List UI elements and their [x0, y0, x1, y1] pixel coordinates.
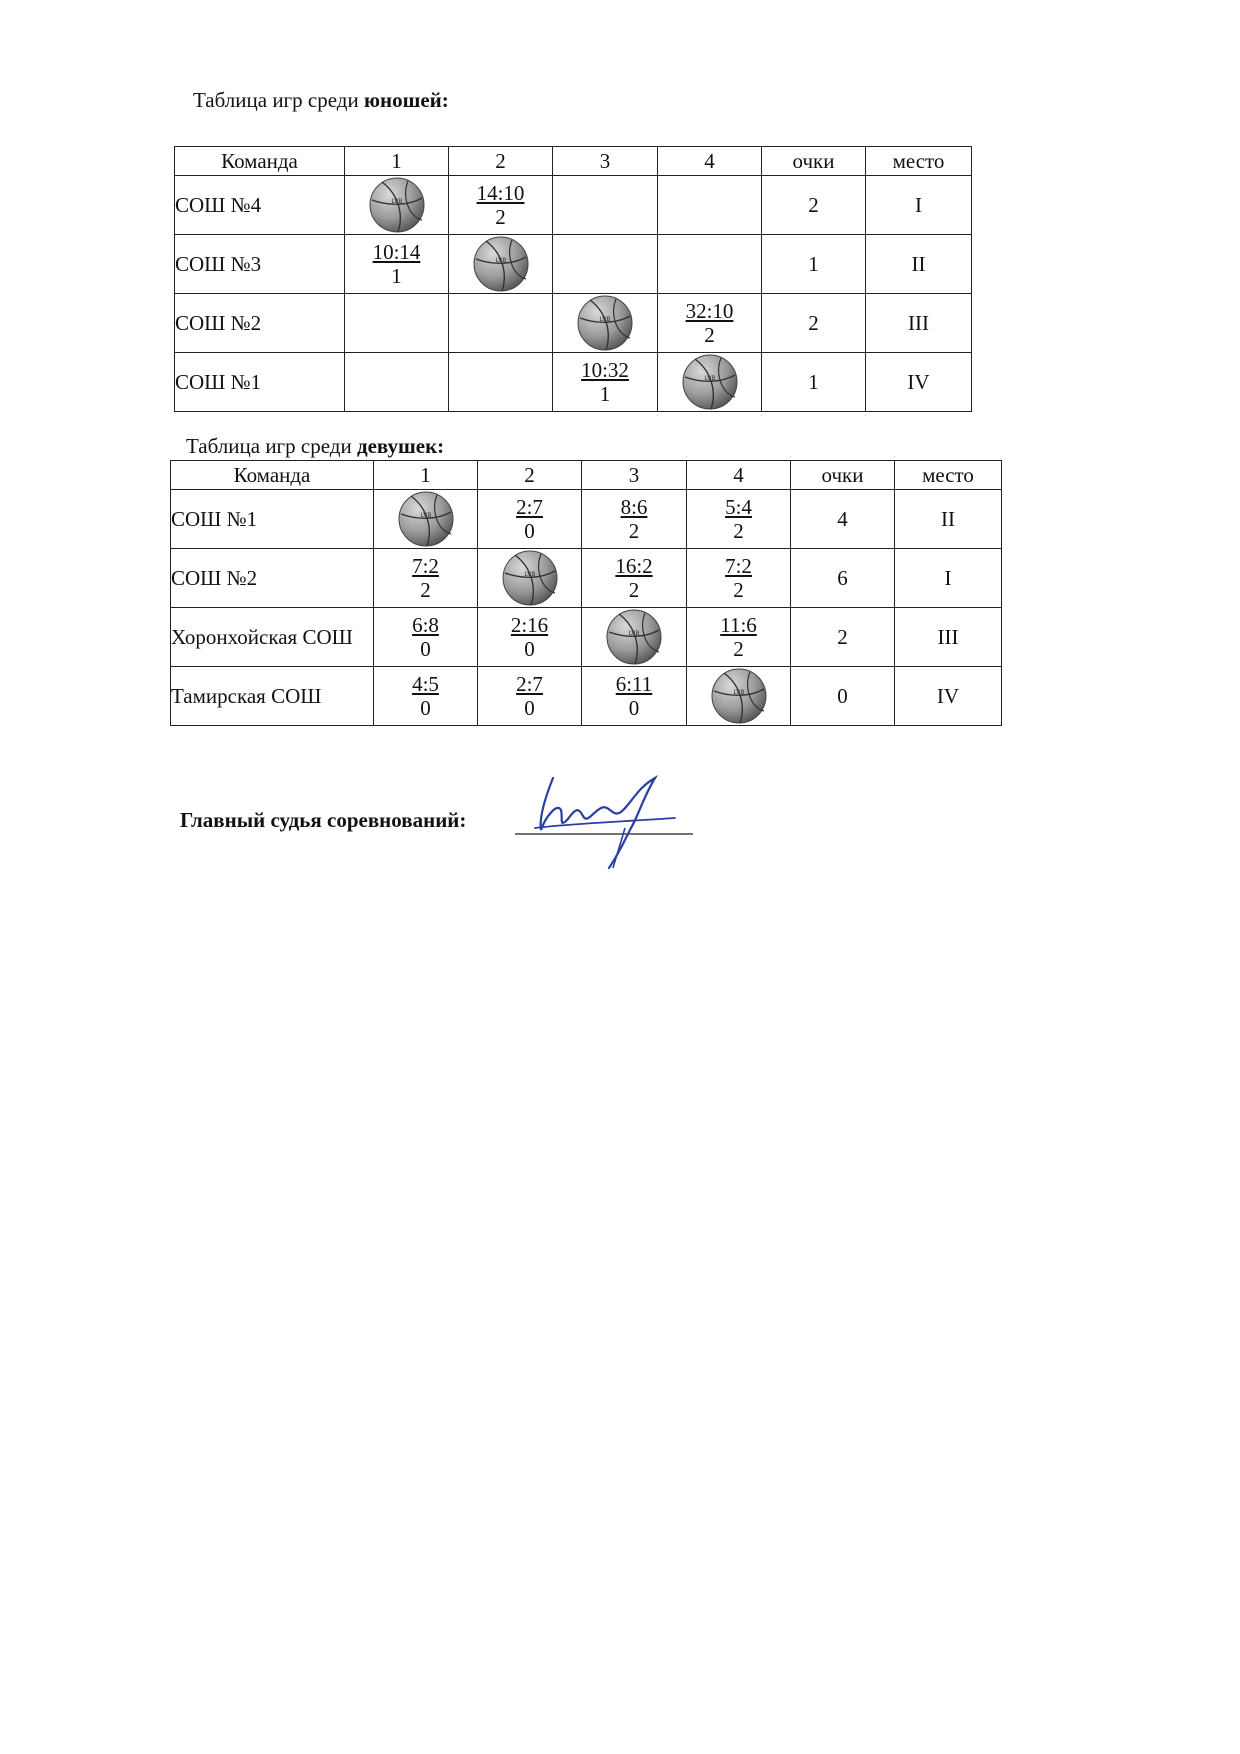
match-result-cell — [687, 608, 791, 667]
empty-cell — [449, 353, 553, 412]
total-points: 6 — [791, 549, 895, 608]
match-score: 14:10 — [476, 180, 525, 205]
match-points: 0 — [524, 518, 535, 543]
match-result-cell — [374, 608, 478, 667]
total-points: 2 — [762, 294, 866, 353]
girls-standings-table — [170, 460, 1002, 726]
match-result-cell — [374, 549, 478, 608]
match-result — [412, 554, 439, 602]
col-header-points: очки — [762, 147, 866, 176]
final-place: IV — [866, 353, 972, 412]
match-result-cell — [658, 294, 762, 353]
svg-text:LVB: LVB — [628, 630, 640, 637]
svg-text:LVB: LVB — [420, 512, 431, 519]
empty-cell — [345, 353, 449, 412]
match-result — [725, 495, 752, 543]
self-match-cell — [687, 667, 791, 726]
table-row — [171, 549, 1002, 608]
match-points: 2 — [733, 518, 744, 543]
match-result — [616, 672, 653, 720]
match-score: 2:7 — [516, 671, 543, 696]
basketball-icon — [576, 294, 634, 352]
col-header-team: Команда — [171, 461, 374, 490]
match-score: 7:2 — [725, 553, 752, 578]
col-header-opponent-2: 2 — [478, 461, 582, 490]
match-score: 6:8 — [412, 612, 439, 637]
match-result — [621, 495, 648, 543]
table-row — [175, 353, 972, 412]
col-header-points: очки — [791, 461, 895, 490]
match-points: 0 — [628, 695, 640, 720]
match-points: 2 — [628, 518, 640, 543]
match-points: 2 — [733, 636, 744, 661]
basketball-icon — [472, 235, 530, 293]
col-header-opponent-1: 1 — [345, 147, 449, 176]
empty-cell — [553, 176, 658, 235]
table-row — [171, 667, 1002, 726]
basketball-icon — [368, 176, 426, 234]
chief-judge-label: Главный судья соревнований: — [180, 808, 467, 832]
col-header-opponent-2: 2 — [449, 147, 553, 176]
match-points: 1 — [599, 381, 611, 406]
match-score: 32:10 — [685, 298, 734, 323]
match-result — [686, 299, 734, 347]
match-score: 10:32 — [581, 357, 629, 382]
team-name: СОШ №2 — [171, 549, 374, 608]
match-points: 2 — [420, 577, 431, 602]
col-header-opponent-3: 3 — [582, 461, 687, 490]
final-place: III — [895, 608, 1002, 667]
header-row — [175, 147, 972, 176]
final-place: I — [895, 549, 1002, 608]
caption-text: Таблица игр среди — [186, 434, 357, 458]
match-result-cell — [478, 490, 582, 549]
basketball-icon — [681, 353, 739, 411]
final-place: II — [866, 235, 972, 294]
match-score: 5:4 — [725, 494, 752, 519]
col-header-opponent-1: 1 — [374, 461, 478, 490]
final-place: II — [895, 490, 1002, 549]
match-result-cell — [582, 549, 687, 608]
self-match-cell — [658, 353, 762, 412]
table-row — [171, 490, 1002, 549]
match-score: 2:7 — [516, 494, 543, 519]
header-row — [171, 461, 1002, 490]
table-row — [171, 608, 1002, 667]
match-result-cell — [374, 667, 478, 726]
total-points: 1 — [762, 235, 866, 294]
match-score: 8:6 — [620, 494, 648, 519]
match-result-cell — [449, 176, 553, 235]
match-points: 2 — [628, 577, 640, 602]
self-match-cell — [582, 608, 687, 667]
match-points: 0 — [420, 636, 431, 661]
team-name: Тамирская СОШ — [171, 667, 374, 726]
signature-image — [505, 758, 695, 873]
empty-cell — [658, 235, 762, 294]
match-result — [412, 672, 439, 720]
boys-table-caption — [193, 88, 449, 113]
match-score: 11:6 — [720, 612, 757, 637]
team-name: СОШ №4 — [175, 176, 345, 235]
match-result-cell — [582, 490, 687, 549]
match-points: 0 — [524, 636, 535, 661]
match-points: 2 — [495, 204, 506, 229]
svg-text:LVB: LVB — [391, 198, 402, 205]
match-score: 7:2 — [412, 553, 439, 578]
col-header-place: место — [895, 461, 1002, 490]
match-result-cell — [687, 490, 791, 549]
col-header-opponent-3: 3 — [553, 147, 658, 176]
svg-text:LVB: LVB — [704, 375, 715, 382]
col-header-opponent-4: 4 — [687, 461, 791, 490]
svg-text:LVB: LVB — [495, 257, 506, 264]
final-place: III — [866, 294, 972, 353]
match-result — [725, 554, 752, 602]
final-place: IV — [895, 667, 1002, 726]
team-name: СОШ №2 — [175, 294, 345, 353]
svg-text:LVB: LVB — [733, 689, 744, 696]
svg-text:LVB: LVB — [599, 316, 611, 323]
match-score: 6:11 — [615, 671, 653, 696]
match-points: 1 — [391, 263, 402, 288]
match-result-cell — [553, 353, 658, 412]
match-result-cell — [345, 235, 449, 294]
match-result — [412, 613, 439, 661]
caption-text: Таблица игр среди — [193, 88, 364, 112]
team-name: СОШ №1 — [175, 353, 345, 412]
match-result-cell — [687, 549, 791, 608]
caption-bold: юношей: — [363, 88, 449, 112]
basketball-icon — [397, 490, 455, 548]
total-points: 2 — [762, 176, 866, 235]
total-points: 4 — [791, 490, 895, 549]
empty-cell — [345, 294, 449, 353]
match-result — [581, 358, 629, 406]
match-points: 2 — [704, 322, 715, 347]
col-header-team: Команда — [175, 147, 345, 176]
total-points: 1 — [762, 353, 866, 412]
match-result-cell — [582, 667, 687, 726]
col-header-place: место — [866, 147, 972, 176]
match-result — [516, 672, 543, 720]
total-points: 2 — [791, 608, 895, 667]
table-row — [175, 176, 972, 235]
final-place: I — [866, 176, 972, 235]
match-result — [615, 554, 652, 602]
svg-text:LVB: LVB — [524, 571, 535, 578]
match-result — [477, 181, 525, 229]
empty-cell — [449, 294, 553, 353]
basketball-icon — [605, 608, 663, 666]
match-score: 4:5 — [412, 671, 439, 696]
empty-cell — [658, 176, 762, 235]
empty-cell — [553, 235, 658, 294]
self-match-cell — [345, 176, 449, 235]
caption-bold: девушек: — [356, 434, 445, 458]
boys-standings-table — [174, 146, 972, 412]
match-result-cell — [478, 667, 582, 726]
self-match-cell — [374, 490, 478, 549]
match-points: 0 — [420, 695, 431, 720]
basketball-icon — [501, 549, 559, 607]
self-match-cell — [553, 294, 658, 353]
match-score: 10:14 — [372, 239, 421, 264]
team-name: Хоронхойская СОШ — [171, 608, 374, 667]
match-result — [516, 495, 543, 543]
basketball-icon — [710, 667, 768, 725]
total-points: 0 — [791, 667, 895, 726]
match-points: 0 — [524, 695, 535, 720]
team-name: СОШ №3 — [175, 235, 345, 294]
table-row — [175, 235, 972, 294]
match-score: 2:16 — [510, 612, 549, 637]
self-match-cell — [478, 549, 582, 608]
self-match-cell — [449, 235, 553, 294]
match-result-cell — [478, 608, 582, 667]
match-points: 2 — [733, 577, 744, 602]
girls-table-caption — [186, 434, 444, 459]
team-name: СОШ №1 — [171, 490, 374, 549]
match-result — [373, 240, 421, 288]
match-result — [511, 613, 548, 661]
col-header-opponent-4: 4 — [658, 147, 762, 176]
table-row — [175, 294, 972, 353]
match-score: 16:2 — [615, 553, 653, 578]
match-result — [720, 613, 757, 661]
